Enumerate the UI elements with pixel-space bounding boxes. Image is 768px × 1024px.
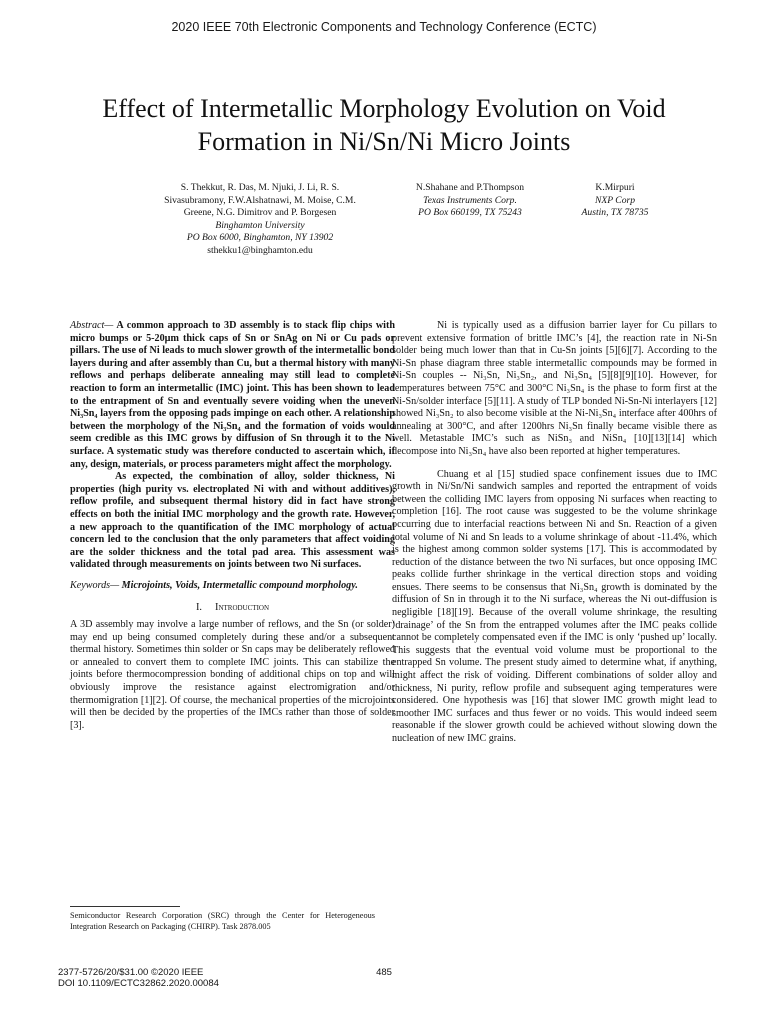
author-address: Austin, TX 78735 xyxy=(581,207,649,219)
abstract-paragraph-1 xyxy=(70,320,395,471)
section-title: Introduction xyxy=(215,602,270,614)
page-number: 485 xyxy=(376,967,392,978)
author-block-ti xyxy=(395,182,545,220)
author-address: PO Box 660199, TX 75243 xyxy=(418,207,522,219)
conference-header: 2020 IEEE 70th Electronic Components and Technology Conference (ECTC) xyxy=(171,20,597,34)
abstract-paragraph-2: As expected, the combination of alloy, solder thickness, Ni properties (high purity vs. electroplated Ni with and without additives), reflow profile, and subsequent thermal history did in fact have strong effects on both the initial IMC morphology and the growth rate. However, a new approach to the quantification of the IMC morphology of actual concern led to the conclusion that the only parameters that affect voiding are the solder thickness and the total pad area. This assessment was validated through measurements on joints between two Ni surfaces. xyxy=(70,471,395,571)
paper-title xyxy=(40,92,728,158)
body-paragraph-ni-barrier: Ni is typically used as a diffusion barrier layer for Cu pillars to prevent extensive formation of brittle IMC’s [4], the reaction rate in Ni-Sn solder being much lower than that in Cu-Sn joints [5][6][7]. According to the Ni-Sn phase diagram three stable intermetallic compounds may be formed in Ni-Sn couples -- Ni₃Sn, Ni₃Sn₂, and Ni₃Sn₄ [5][8][9][10]. However, for temperatures between 75°C and 300°C Ni₃Sn₄ is the phase to form first at the Ni-Sn/solder interface [5][11]. A study of TLP bonded Ni-Sn-Ni interlayers [12] showed Ni₃Sn₂ to also become visible at the Ni-Ni₃Sn₄ interface after 400hrs of annealing at 300°C, and after 1200hrs Ni₃Sn finally became visible there as well. Metastable IMC’s such as NiSn₃ and NiSn₄ [10][13][14] which decompose into Ni₃Sn₄ have also been reported at higher temperatures. xyxy=(392,320,717,457)
section-heading-introduction xyxy=(70,602,395,615)
abstract-text-1: A common approach to 3D assembly is to stack flip chips with micro bumps or 5-20µm thick caps of Sn or SnAg on Ni or Cu pads or pillars. The use of Ni leads to much slower growth of the intermetallic bond layers during and after assembly than Cu, but a thermal history with many reflows and perhaps deliberate annealing may still lead to complete reaction to form an intermetallic (IMC) joint. This has been shown to lead to the entrapment of Sn and eventually severe voiding when the uneven Ni₃Sn₄ layers from the opposing pads impinge on each other. A relationship between the morphology of the Ni₃Sn₄ and the formation of voids would seem credible as this IMC grows by diffusion of Sn through it to the Ni surface. A systematic study was therefore conducted to ascertain which, if any, design, materials, or process parameters might affect the morphology. xyxy=(70,320,395,470)
author-names-line: N.Shahane and P.Thompson xyxy=(415,182,525,193)
title-line-1: Effect of Intermetallic Morphology Evolution on Void xyxy=(102,94,666,123)
keywords-label: Keywords— xyxy=(70,579,120,591)
footnote-funding: Semiconductor Research Corporation (SRC) through the Center for Heterogeneous Integration Research on Packaging (CHIRP). Task 2878.005 xyxy=(70,911,375,931)
footer-issn: 2377-5726/20/$31.00 ©2020 IEEE xyxy=(58,967,204,978)
author-affiliation: NXP Corp xyxy=(594,194,636,206)
abstract-label: Abstract— xyxy=(70,320,114,331)
author-block-nxp xyxy=(560,182,670,220)
author-affiliation: Binghamton University xyxy=(215,219,305,231)
author-block-binghamton xyxy=(145,182,375,258)
keywords xyxy=(70,580,395,593)
body-paragraph-chuang: Chuang et al [15] studied space confinement issues due to IMC growth in Ni/Sn/Ni sandwich samples and reported the entrapment of voids between the colliding IMC layers from opposing Ni surfaces when reacting to completion [16]. The root cause was suggested to be the volume shrinkage occurring due to interfacial reactions between Ni and Sn. Reaction of a given total volume of Ni and Sn leads to a volume shrinkage of about -11.4%, which is the highest among common solder systems [17]. This is accommodated by reduction of the distance between the two Ni surfaces, but once opposing IMC peaks collide further shrinkage in the vertical direction stops and voiding ensues. There seems to be consensus that Ni₃Sn₄ growth is dominated by the diffusion of Sn in through it to the Ni surface, whereas the Ni out-diffusion is negligible [18][19]. Because of the overall volume shrinkage, the resulting ‘drainage’ of the Sn from the entrapped volumes after the IMC peaks collide cannot be completely compensated even if the IMC is only ‘pushed up’ locally. This suggests that the eventual void volume must be proportional to the entrapped Sn volume. The present study aimed to determine what, if anything, might affect the risk of voiding. Different combinations of solder alloy and thickness, Ni purity, reflow profile and subsequent aging temperatures were considered. One hypothesis was [16] that slower IMC growth might lead to smoother IMC surfaces and thus fewer or no voids. This would indeed seem reasonable if the slower growth could be achieved without slowing down the nucleation of new IMC grains. xyxy=(392,468,717,744)
author-affiliation: Texas Instruments Corp. xyxy=(423,194,517,206)
title-line-2: Formation in Ni/Sn/Ni Micro Joints xyxy=(197,127,571,156)
footer-doi: DOI 10.1109/ECTC32862.2020.00084 xyxy=(58,978,219,989)
keywords-text: Microjoints, Voids, Intermetallic compound morphology. xyxy=(119,579,358,591)
section-number: I. xyxy=(195,602,203,614)
author-email: sthekku1@binghamton.edu xyxy=(207,244,313,256)
author-names-line: Greene, N.G. Dimitrov and P. Borgesen xyxy=(183,207,337,219)
footer-copyright xyxy=(58,967,219,989)
author-names-line: K.Mirpuri xyxy=(595,182,635,193)
left-column xyxy=(70,320,395,732)
footnote-divider xyxy=(70,906,180,907)
author-names-line: S. Thekkut, R. Das, M. Njuki, J. Li, R. S. xyxy=(180,182,340,193)
right-column xyxy=(392,320,717,746)
author-address: PO Box 6000, Binghamton, NY 13902 xyxy=(186,232,334,244)
author-names-line: Sivasubramony, F.W.Alshatnawi, M. Moise, C.M. xyxy=(164,194,356,206)
intro-paragraph-1: A 3D assembly may involve a large number of reflows, and the Sn (or solder) may end up being consumed completely during these and/or a subsequent thermal history. Sometimes thin solder or Sn caps may be deliberately reflowed or annealed to convert them to complete IMC joints. This can stabilize the joints before thermocompression bonding of additional chips on top and will obviously improve the resistance against electromigration and/or thermomigration [1][2]. Of course, the mechanical properties of the microjoints will then be decided by the properties of the IMCs rather than those of solder [3]. xyxy=(70,619,395,731)
